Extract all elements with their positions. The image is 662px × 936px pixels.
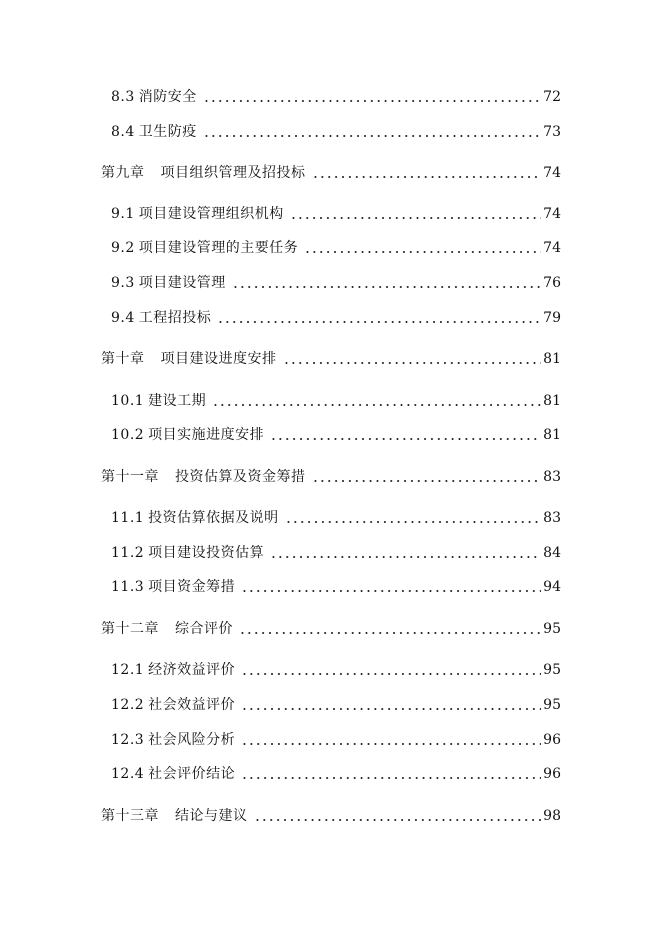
toc-entry-number: 第十章 (101, 351, 145, 367)
dot-leader (239, 632, 541, 634)
dot-leader (241, 708, 541, 710)
dot-leader (304, 251, 541, 253)
toc-entry-page: 96 (543, 766, 561, 782)
toc-entry-title: 项目实施进度安排 (148, 427, 265, 443)
dot-leader (312, 480, 542, 482)
toc-entry-number: 11.1 (111, 510, 145, 526)
toc-entry-title: 社会效益评价 (148, 697, 236, 713)
dot-leader (270, 556, 541, 558)
toc-entry-12-2[interactable] (111, 694, 561, 716)
toc-entry-page: 81 (543, 393, 561, 409)
toc-entry-8-4[interactable] (111, 121, 561, 143)
toc-entry-page: 94 (543, 579, 561, 595)
toc-entry-title: 投资估算依据及说明 (148, 510, 279, 526)
toc-entry-chapter-9[interactable] (101, 162, 561, 184)
toc-entry-number: 12.3 (111, 732, 145, 748)
toc-entry-page: 98 (543, 808, 561, 824)
toc-entry-number: 12.2 (111, 697, 145, 713)
dot-leader (232, 286, 541, 288)
toc-entry-12-3[interactable] (111, 729, 561, 751)
toc-entry-page: 74 (543, 206, 561, 222)
dot-leader (312, 176, 542, 178)
dot-leader (217, 321, 541, 323)
dot-leader (203, 100, 541, 102)
toc-entry-title: 项目组织管理及招投标 (160, 165, 306, 181)
toc-entry-10-1[interactable] (111, 390, 561, 412)
toc-entry-page: 81 (543, 427, 561, 443)
toc-entry-title: 投资估算及资金筹措 (175, 469, 306, 485)
dot-leader (285, 521, 542, 523)
dot-leader (241, 743, 541, 745)
toc-entry-number: 8.3 (111, 89, 135, 105)
toc-entry-number: 10.2 (111, 427, 145, 443)
toc-entry-9-2[interactable] (111, 237, 561, 259)
toc-entry-title: 经济效益评价 (148, 662, 236, 678)
toc-entry-page: 81 (543, 351, 561, 367)
toc-entry-title: 项目建设管理组织机构 (138, 206, 284, 222)
dot-leader (203, 135, 541, 137)
toc-entry-9-4[interactable] (111, 307, 561, 329)
toc-entry-9-1[interactable] (111, 203, 561, 225)
toc-entry-title: 综合评价 (175, 621, 233, 637)
toc-entry-page: 83 (543, 510, 561, 526)
toc-entry-number: 8.4 (111, 124, 135, 140)
toc-entry-page: 95 (543, 621, 561, 637)
toc-entry-number: 11.2 (111, 545, 145, 561)
toc-entry-number: 9.1 (111, 206, 135, 222)
toc-entry-number: 12.1 (111, 662, 145, 678)
toc-entry-12-1[interactable] (111, 659, 561, 681)
toc-entry-title: 项目建设进度安排 (160, 351, 277, 367)
toc-entry-number: 11.3 (111, 579, 145, 595)
toc-entry-chapter-10[interactable] (101, 348, 561, 370)
toc-entry-title: 项目建设管理的主要任务 (138, 240, 299, 256)
toc-entry-title: 社会风险分析 (148, 732, 236, 748)
dot-leader (241, 777, 541, 779)
toc-entry-page: 84 (543, 545, 561, 561)
toc-entry-9-3[interactable] (111, 272, 561, 294)
toc-entry-number: 第十一章 (101, 469, 159, 485)
toc-entry-number: 9.2 (111, 240, 135, 256)
toc-entry-page: 73 (543, 124, 561, 140)
toc-entry-number: 第九章 (101, 165, 145, 181)
toc-entry-number: 10.1 (111, 393, 145, 409)
dot-leader (283, 362, 542, 364)
dot-leader (241, 673, 541, 675)
toc-entry-title: 卫生防疫 (138, 124, 197, 140)
toc-entry-page: 74 (543, 240, 561, 256)
toc-entry-number: 9.4 (111, 310, 135, 326)
toc-entry-title: 结论与建议 (175, 808, 248, 824)
toc-entry-page: 95 (543, 662, 561, 678)
toc-entry-8-3[interactable] (111, 86, 561, 108)
dot-leader (254, 819, 542, 821)
toc-entry-chapter-12[interactable] (101, 618, 561, 640)
toc-entry-title: 建设工期 (148, 393, 207, 409)
toc-entry-11-3[interactable] (111, 576, 561, 598)
toc-entry-page: 76 (543, 275, 561, 291)
dot-leader (241, 590, 541, 592)
toc-entry-title: 工程招投标 (138, 310, 212, 326)
toc-entry-page: 96 (543, 732, 561, 748)
toc-entry-title: 项目建设管理 (138, 275, 226, 291)
toc-entry-12-4[interactable] (111, 763, 561, 785)
toc-entry-page: 83 (543, 469, 561, 485)
toc-entry-title: 项目建设投资估算 (148, 545, 265, 561)
toc-entry-number: 9.3 (111, 275, 135, 291)
toc-entry-page: 74 (543, 165, 561, 181)
toc-entry-title: 消防安全 (138, 89, 197, 105)
toc-entry-10-2[interactable] (111, 424, 561, 446)
dot-leader (212, 404, 541, 406)
toc-entry-chapter-11[interactable] (101, 466, 561, 488)
toc-entry-number: 第十三章 (101, 808, 159, 824)
toc-entry-11-2[interactable] (111, 542, 561, 564)
toc-entry-11-1[interactable] (111, 507, 561, 529)
toc-entry-number: 第十二章 (101, 621, 159, 637)
toc-entry-page: 72 (543, 89, 561, 105)
toc-entry-page: 95 (543, 697, 561, 713)
toc-entry-page: 79 (543, 310, 561, 326)
toc-entry-chapter-13[interactable] (101, 805, 561, 827)
dot-leader (270, 438, 541, 440)
toc-entry-title: 项目资金筹措 (148, 579, 236, 595)
toc-entry-title: 社会评价结论 (148, 766, 236, 782)
dot-leader (290, 217, 541, 219)
toc-entry-number: 12.4 (111, 766, 145, 782)
